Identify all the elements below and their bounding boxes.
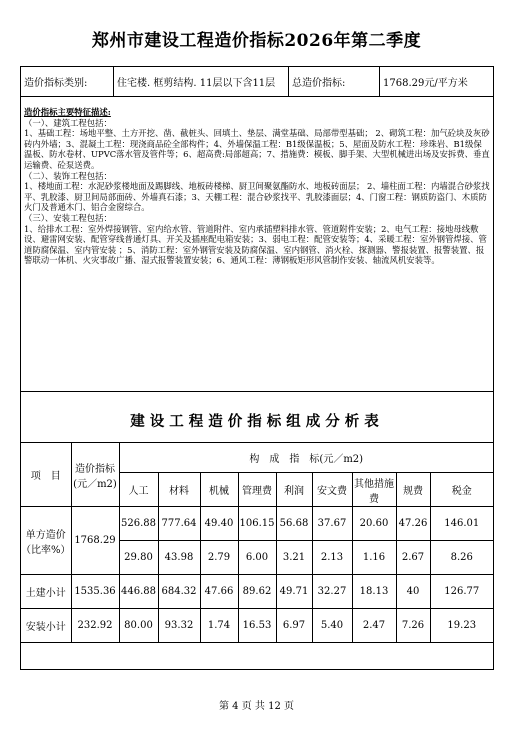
- table-cell: 5.40: [312, 609, 352, 643]
- column-header: 税金: [430, 473, 493, 507]
- table-cell: 684.32: [158, 575, 200, 609]
- column-header: 规费: [396, 473, 430, 507]
- table-cell: 37.67: [312, 507, 352, 541]
- cost-header: 造价指标(元／m2): [71, 443, 119, 507]
- install-cost-value: 232.92: [71, 609, 119, 643]
- table-cell: 777.64: [158, 507, 200, 541]
- composition-header: 构 成 指 标(元／m2): [119, 443, 493, 473]
- section-divider: [21, 391, 493, 392]
- table-cell: 56.68: [276, 507, 312, 541]
- page-title: 郑州市建设工程造价指标2026年第二季度: [91, 31, 422, 51]
- index-frame: [20, 66, 494, 670]
- table-cell: 126.77: [430, 575, 493, 609]
- description-heading: 造价指标主要特征描述:: [24, 107, 111, 117]
- header-table: [21, 67, 493, 97]
- analysis-table-title: 建设工程造价指标组成分析表: [130, 413, 384, 430]
- table-cell: 16.53: [238, 609, 276, 643]
- table-cell: 49.40: [200, 507, 238, 541]
- table-cell: 40: [396, 575, 430, 609]
- table-cell: 3.21: [276, 541, 312, 575]
- item-header: 项 目: [21, 443, 71, 507]
- unit-row-label: 单方造价（比率%）: [21, 507, 71, 575]
- table-cell: 6.97: [276, 609, 312, 643]
- table-cell: 1.16: [352, 541, 396, 575]
- analysis-table: [21, 442, 493, 643]
- table-cell: 29.80: [119, 541, 158, 575]
- table-cell: 1.74: [200, 609, 238, 643]
- page-number: 第 4 页 共 12 页: [219, 701, 294, 712]
- index-label: 总造价指标:: [289, 67, 380, 97]
- column-header: 人工: [119, 473, 158, 507]
- column-header: 安文费: [312, 473, 352, 507]
- description-line: （三）、安装工程包括：: [24, 212, 112, 223]
- table-cell: 2.67: [396, 541, 430, 575]
- description-line: 1、基础工程：场地平整、土方开挖、凿、截桩头、回填土、垫层、满堂基础、局部带型基础； 2、砌筑工程：加气砼块及灰砂砖内外墙；3、混凝土工程：现浇商品砼全部构件；4、外墙保温工程：B1级保温板；5、屋面及防水工程：珍珠岩、B1级保温板、防水卷材、UPVC落水管及管件等；6、超高费:局部超高；7、措施费：模板、脚手架、大型机械进出场及安拆费、垂直运输费、砼泵送费。: [24, 128, 490, 170]
- feature-description: [24, 107, 490, 266]
- table-cell: 89.62: [238, 575, 276, 609]
- table-cell: 146.01: [430, 507, 493, 541]
- civil-row-label: 土建小计: [21, 575, 71, 609]
- table-cell: 2.47: [352, 609, 396, 643]
- install-row-label: 安装小计: [21, 609, 71, 643]
- description-line: 1、楼地面工程：水泥砂浆楼地面及踢脚线、地板砖楼梯、厨卫间聚氨酯防水、地板砖面层； 2、墙柱面工程：内墙混合砂浆找平、乳胶漆、厨卫间局部面砖、外墙真石漆；3、天棚工程：混合砂浆找平、乳胶漆面层；4、门窗工程：钢质防盗门、木质防火门及普通木门、铝合金窗综合。: [24, 181, 490, 213]
- column-header: 其他措施费: [352, 473, 396, 507]
- table-cell: 6.00: [238, 541, 276, 575]
- table-cell: 80.00: [119, 609, 158, 643]
- table-cell: 446.88: [119, 575, 158, 609]
- table-cell: 32.27: [312, 575, 352, 609]
- description-line: （二）、装饰工程包括：: [24, 170, 112, 181]
- unit-cost-value: 1768.29: [71, 507, 119, 575]
- table-cell: 7.26: [396, 609, 430, 643]
- table-cell: 49.71: [276, 575, 312, 609]
- civil-cost-value: 1535.36: [71, 575, 119, 609]
- table-cell: 106.15: [238, 507, 276, 541]
- table-cell: 8.26: [430, 541, 493, 575]
- description-line: （一）、建筑工程包括：: [24, 117, 112, 128]
- table-cell: 47.66: [200, 575, 238, 609]
- table-cell: 19.23: [430, 609, 493, 643]
- index-value: 1768.29元/平方米: [380, 67, 494, 97]
- column-header: 利润: [276, 473, 312, 507]
- table-cell: 47.26: [396, 507, 430, 541]
- category-value: 住宅楼. 框剪结构. 11层以下含11层: [114, 67, 289, 97]
- table-cell: 18.13: [352, 575, 396, 609]
- column-header: 机械: [200, 473, 238, 507]
- table-cell: 526.88: [119, 507, 158, 541]
- table-cell: 93.32: [158, 609, 200, 643]
- table-cell: 2.13: [312, 541, 352, 575]
- column-header: 管理费: [238, 473, 276, 507]
- description-line: 1、给排水工程：室外焊接钢管、室内给水管、管道附件、室内承插塑料排水管、管道附件安装；2、电气工程：接地母线敷设、避雷网安装、配管穿线普通灯具、开关及插座配电箱安装；3、弱电工程：配管安装等；4、采暖工程：室外钢管焊接、管道防腐保温、室内管安装 ；5、消防工程：室外钢管安装及防腐保温、室内钢管、消火栓、探测器、警报装置、报警装置、报警联动一体机、火灾事故广播、湿式报警装置安装；6、通风工程：薄钢板矩形风管制作安装、轴流风机安装等。: [24, 223, 487, 266]
- table-cell: 20.60: [352, 507, 396, 541]
- category-label: 造价指标类别:: [21, 67, 114, 97]
- column-header: 材料: [158, 473, 200, 507]
- table-cell: 43.98: [158, 541, 200, 575]
- table-cell: 2.79: [200, 541, 238, 575]
